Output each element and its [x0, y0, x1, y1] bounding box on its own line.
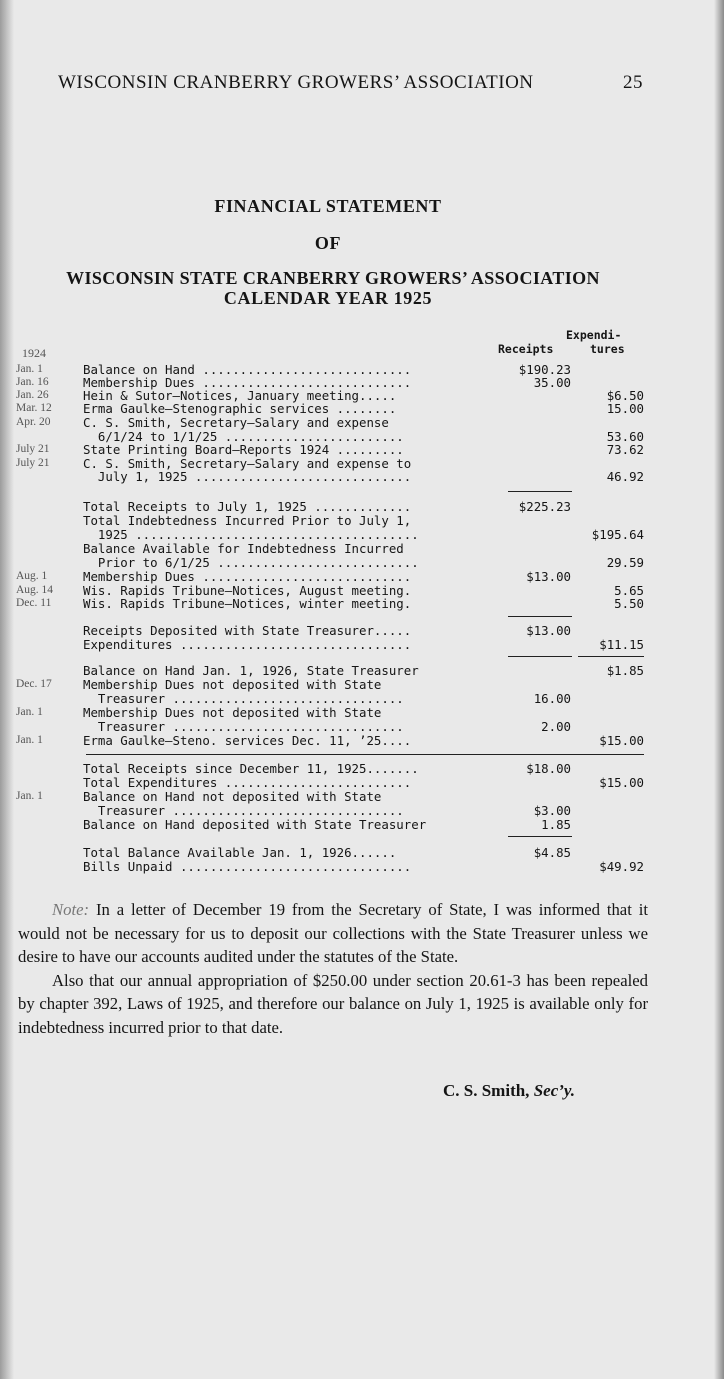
total-rule	[508, 656, 572, 657]
row-description: 1925 ......................................	[83, 527, 419, 542]
ledger-row	[0, 776, 724, 790]
row-description: Bills Unpaid ...............................	[83, 859, 412, 874]
row-description: C. S. Smith, Secretary—Salary and expense to	[83, 456, 412, 471]
ledger-row	[0, 402, 724, 416]
row-description: Balance Available for Indebtedness Incurred	[83, 541, 404, 556]
ledger-row	[0, 416, 724, 430]
ledger-row	[0, 860, 724, 874]
ledger-row	[0, 678, 724, 692]
row-expenditure: 5.65	[614, 583, 644, 598]
row-description: Total Balance Available Jan. 1, 1926......	[83, 845, 397, 860]
row-description: Treasurer ...............................	[83, 803, 404, 818]
row-receipt: $13.00	[526, 623, 571, 638]
receipts-header: Receipts	[498, 342, 554, 356]
row-description: Total Expenditures .........................	[83, 775, 412, 790]
row-expenditure: $49.92	[599, 859, 644, 874]
row-description: C. S. Smith, Secretary—Salary and expense	[83, 415, 389, 430]
ledger-row	[0, 762, 724, 776]
row-receipt: 1.85	[541, 817, 571, 832]
ledger-row	[0, 846, 724, 860]
row-description: 6/1/24 to 1/1/25 ........................	[83, 429, 404, 444]
row-expenditure: $6.50	[606, 388, 644, 403]
row-date: Jan. 1	[16, 706, 43, 718]
calendar-year: CALENDAR YEAR 1925	[223, 288, 433, 308]
row-expenditure: 5.50	[614, 596, 644, 611]
row-expenditure: 73.62	[606, 442, 644, 457]
row-receipt: 2.00	[541, 719, 571, 734]
ledger-row	[0, 597, 724, 611]
signature-role: Sec’y.	[533, 1081, 576, 1100]
running-header-title: WISCONSIN CRANBERRY GROWERS’ ASSOCIATION	[58, 72, 534, 93]
signature	[443, 1081, 575, 1101]
note-label: Note:	[52, 900, 90, 919]
ledger-row	[0, 706, 724, 720]
ledger-row	[0, 500, 724, 514]
row-date: Aug. 14	[16, 584, 54, 596]
row-description: Membership Dues not deposited with State	[83, 677, 382, 692]
row-description: Erma Gaulke—Stenographic services ........	[83, 401, 397, 416]
row-date: Jan. 16	[16, 376, 49, 388]
row-date: Jan. 1	[16, 790, 43, 802]
ledger-row	[0, 720, 724, 734]
row-expenditure: 29.59	[606, 555, 644, 570]
row-receipt: $18.00	[526, 761, 571, 776]
row-receipt: $4.85	[533, 845, 571, 860]
row-date: Dec. 17	[16, 678, 52, 690]
total-rule	[508, 836, 572, 837]
row-expenditure: $1.85	[606, 663, 644, 678]
row-description: Membership Dues ............................	[83, 569, 412, 584]
ledger-row	[0, 804, 724, 818]
row-receipt: 35.00	[533, 375, 571, 390]
row-description: Prior to 6/1/25 ...........................	[83, 555, 419, 570]
row-date: Aug. 1	[16, 570, 48, 582]
row-description: Balance on Hand deposited with State Treasurer	[83, 817, 427, 832]
row-expenditure: $11.15	[599, 637, 644, 652]
note-text-2: Also that our annual appropriation of $250.00 under section 20.61-3 has been repealed by chapter 392, Laws of 1925, and therefore our balance on July 1, 1925 is available only for indebtedness incurred prior to that date.	[18, 970, 648, 1037]
row-date: Jan. 1	[16, 363, 43, 375]
row-description: Erma Gaulke—Steno. services Dec. 11, ’25....	[83, 733, 412, 748]
ledger-row	[0, 664, 724, 678]
row-description: Membership Dues ............................	[83, 375, 412, 390]
row-description: Treasurer ...............................	[83, 691, 404, 706]
statement-title: FINANCIAL STATEMENT	[214, 196, 442, 216]
total-rule	[578, 656, 644, 657]
row-date: Mar. 12	[16, 402, 52, 414]
total-rule	[508, 491, 572, 492]
ledger-row	[0, 443, 724, 457]
row-description: July 1, 1925 .............................	[83, 469, 412, 484]
row-description: Total Indebtedness Incurred Prior to July 1,	[83, 513, 412, 528]
ledger-row	[0, 692, 724, 706]
row-description: Total Receipts to July 1, 1925 .............	[83, 499, 412, 514]
row-description: Total Receipts since December 11, 1925.......	[83, 761, 419, 776]
note-text-1: In a letter of December 19 from the Secretary of State, I was informed that it would not be necessary for us to deposit our collections with the State Treasurer unless we desire to have our accounts audited under the statutes of the State.	[18, 900, 648, 966]
row-date: Dec. 11	[16, 597, 52, 609]
ledger-row	[0, 470, 724, 484]
row-expenditure: 46.92	[606, 469, 644, 484]
row-date: Jan. 1	[16, 734, 43, 746]
ledger-row	[0, 818, 724, 832]
row-description: Balance on Hand not deposited with State	[83, 789, 382, 804]
total-rule	[508, 616, 572, 617]
ledger-row	[0, 570, 724, 584]
note-block	[18, 898, 648, 1039]
ledger-row	[0, 528, 724, 542]
row-description: Expenditures ...............................	[83, 637, 412, 652]
total-rule	[86, 754, 644, 755]
row-description: State Printing Board—Reports 1924 .........	[83, 442, 404, 457]
row-description: Receipts Deposited with State Treasurer.....	[83, 623, 412, 638]
row-expenditure: $15.00	[599, 775, 644, 790]
expenditures-header-1: Expendi-	[566, 328, 622, 342]
row-description: Wis. Rapids Tribune—Notices, winter meeting.	[83, 596, 412, 611]
signature-name: C. S. Smith,	[443, 1081, 530, 1100]
row-receipt: $225.23	[518, 499, 571, 514]
note-paragraph-2	[18, 969, 648, 1040]
row-description: Balance on Hand ............................	[83, 362, 412, 377]
row-date: July 21	[16, 443, 50, 455]
row-receipt: $190.23	[518, 362, 571, 377]
ledger-row	[0, 542, 724, 556]
ledger-row	[0, 638, 724, 652]
row-receipt: $3.00	[533, 803, 571, 818]
row-expenditure: 15.00	[606, 401, 644, 416]
row-expenditure: $15.00	[599, 733, 644, 748]
row-description: Membership Dues not deposited with State	[83, 705, 382, 720]
note-paragraph-1	[18, 898, 648, 969]
row-receipt: $13.00	[526, 569, 571, 584]
row-date: Jan. 26	[16, 389, 49, 401]
ledger-row	[0, 514, 724, 528]
row-date: July 21	[16, 457, 50, 469]
association-name: WISCONSIN STATE CRANBERRY GROWERS’ ASSOCIATION	[66, 268, 600, 288]
row-expenditure: 53.60	[606, 429, 644, 444]
page-number: 25	[623, 72, 643, 93]
row-receipt: 16.00	[533, 691, 571, 706]
ledger-row	[0, 624, 724, 638]
row-description: Treasurer ...............................	[83, 719, 404, 734]
row-description: Hein & Sutor—Notices, January meeting.....	[83, 388, 397, 403]
row-date: Apr. 20	[16, 416, 51, 428]
row-description: Balance on Hand Jan. 1, 1926, State Treasurer	[83, 663, 419, 678]
expenditures-header-2: tures	[590, 342, 625, 356]
statement-of: OF	[314, 233, 342, 253]
row-expenditure: $195.64	[591, 527, 644, 542]
ledger-row	[0, 556, 724, 570]
ledger-row	[0, 734, 724, 748]
row-description: Wis. Rapids Tribune—Notices, August meeting.	[83, 583, 412, 598]
ledger-row	[0, 790, 724, 804]
year-header: 1924	[22, 346, 46, 360]
